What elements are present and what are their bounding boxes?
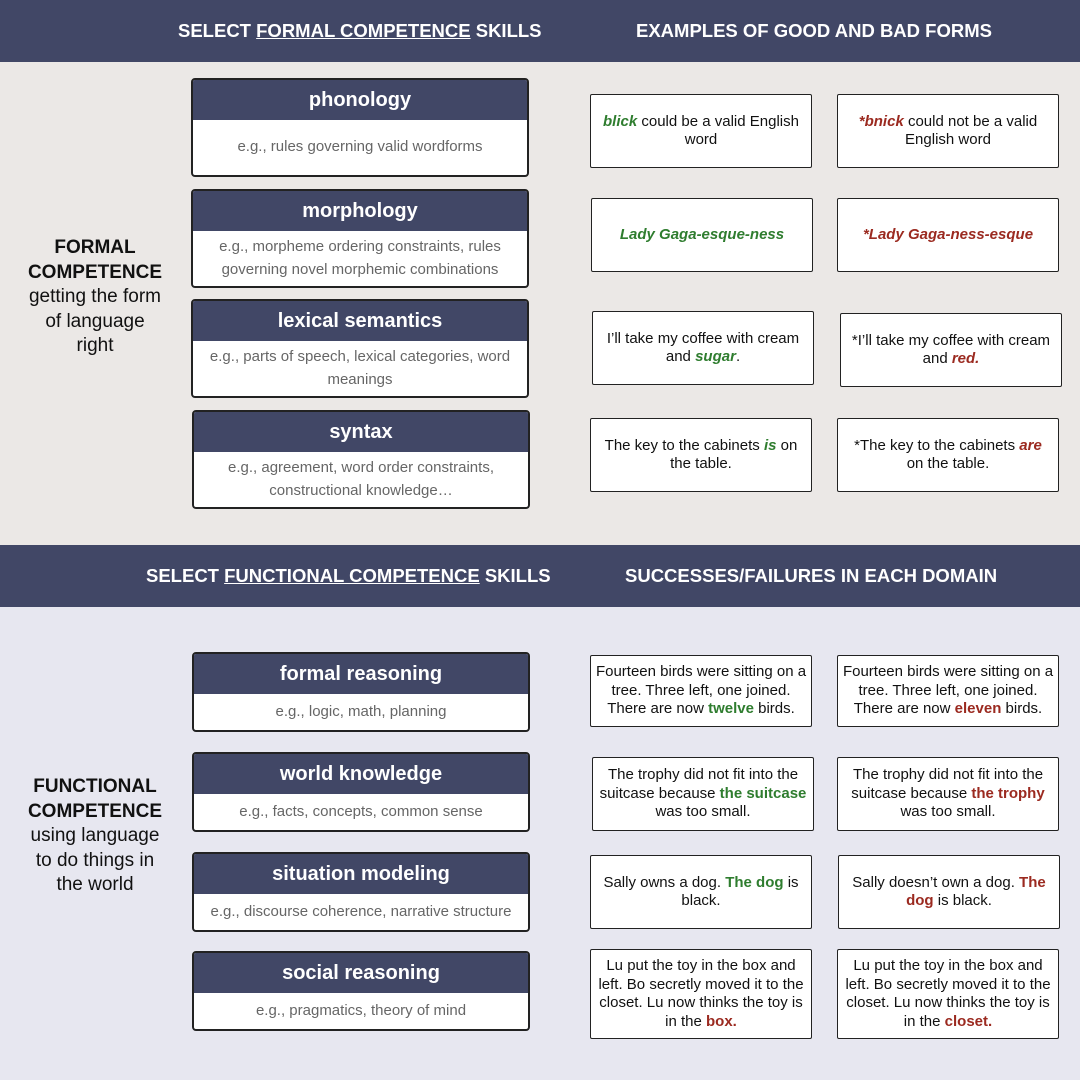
skill-description: e.g., morpheme ordering constraints, rules governing novel morphemic combinations — [219, 238, 501, 278]
functional-header-post: SKILLS — [479, 565, 551, 586]
skill-box-social-reasoning — [192, 951, 530, 1031]
example-text: The trophy did not fit into the suitcase because — [599, 766, 799, 802]
skill-box-morphology — [191, 189, 529, 288]
example-text: The key to the cabinets — [604, 436, 764, 454]
example-text: *I’ll take my coffee with cream and — [851, 331, 1051, 367]
formal-side-desc-1: getting the form — [28, 286, 162, 307]
good-highlight: The dog — [725, 873, 784, 891]
example-text: . — [735, 348, 741, 365]
example-syntax-good — [590, 418, 812, 492]
functional-competence-label — [0, 775, 190, 898]
functional-side-title-1: FUNCTIONAL — [33, 776, 157, 797]
good-highlight: blick — [603, 112, 638, 130]
bad-highlight: eleven — [954, 700, 1002, 718]
example-text: *The key to the cabinets — [854, 436, 1020, 454]
formal-header-underlined: FORMAL COMPETENCE — [256, 20, 471, 41]
good-highlight: sugar — [695, 348, 736, 365]
example-lexical-good — [592, 311, 814, 385]
example-social-reasoning-failure — [837, 949, 1059, 1039]
bad-highlight: red. — [951, 350, 980, 367]
highlight: box. — [706, 1012, 737, 1030]
formal-side-desc-3: right — [76, 335, 114, 356]
formal-competence-label — [0, 236, 190, 359]
skill-description: e.g., agreement, word order constraints, constructional knowledge… — [228, 459, 494, 499]
skill-name: world knowledge — [194, 754, 528, 794]
example-text: birds. — [753, 700, 795, 718]
example-text: Lu put the toy in the box and left. Bo secretly moved it to the closet. Lu now thinks the toy is in the — [598, 957, 804, 1030]
functional-side-desc-1: using language — [30, 825, 160, 846]
skill-box-syntax — [192, 410, 530, 509]
example-situation-modeling-success — [590, 855, 812, 929]
skill-description: e.g., discourse coherence, narrative structure — [210, 902, 512, 920]
skill-description: e.g., pragmatics, theory of mind — [255, 1001, 467, 1019]
example-formal-reasoning-success — [590, 655, 812, 727]
skill-box-situation-modeling — [192, 852, 530, 932]
example-world-knowledge-failure — [837, 757, 1059, 831]
bad-highlight: *Lady Gaga-ness-esque — [862, 225, 1034, 243]
formal-side-title-1: FORMAL — [54, 237, 136, 258]
example-text: Sally owns a dog. — [603, 873, 726, 891]
example-text: is black. — [933, 892, 992, 909]
functional-side-desc-3: the world — [56, 874, 134, 895]
example-situation-modeling-failure — [838, 855, 1060, 929]
example-text: Sally doesn’t own a dog. — [852, 873, 1020, 891]
skill-name: morphology — [193, 191, 527, 231]
skill-description: e.g., parts of speech, lexical categories, word meanings — [209, 348, 511, 388]
skill-box-phonology — [191, 78, 529, 177]
example-text: was too small. — [900, 803, 996, 821]
example-text: is black. — [681, 873, 799, 909]
example-phonology-good — [590, 94, 812, 168]
skill-description: e.g., facts, concepts, common sense — [239, 802, 483, 820]
example-text: was too small. — [655, 803, 751, 821]
skill-box-lexical-semantics — [191, 299, 529, 398]
formal-examples-header: EXAMPLES OF GOOD AND BAD FORMS — [636, 20, 992, 41]
formal-header-bar — [0, 0, 1080, 62]
example-text: Lu put the toy in the box and left. Bo secretly moved it to the closet. Lu now thinks the toy is in the — [845, 957, 1051, 1030]
functional-side-title-2: COMPETENCE — [27, 800, 163, 822]
formal-header-pre: SELECT — [178, 20, 257, 41]
example-syntax-bad — [837, 418, 1059, 492]
bad-highlight: are — [1019, 436, 1042, 454]
example-morphology-good — [591, 198, 813, 272]
skill-name: syntax — [194, 412, 528, 452]
example-text: birds. — [1001, 700, 1043, 718]
example-world-knowledge-success — [592, 757, 814, 831]
bad-highlight: the trophy — [971, 784, 1045, 802]
functional-header-pre: SELECT — [146, 565, 225, 586]
formal-side-title-2: COMPETENCE — [27, 261, 163, 283]
good-highlight: Lady Gaga-esque-ness — [619, 225, 785, 243]
functional-header-title — [146, 545, 551, 607]
bad-highlight: The dog — [906, 873, 1046, 909]
good-highlight: is — [763, 436, 777, 454]
skill-box-formal-reasoning — [192, 652, 530, 732]
formal-side-desc-2: of language — [45, 310, 145, 332]
example-text: The trophy did not fit into the suitcase because — [851, 766, 1044, 802]
example-text: Fourteen birds were sitting on a tree. Three left, one joined. There are now — [595, 663, 807, 718]
example-text: I’ll take my coffee with cream and — [606, 329, 800, 365]
skill-name: phonology — [193, 80, 527, 120]
functional-side-desc-2: to do things in — [35, 849, 155, 871]
example-text: Fourteen birds were sitting on a tree. Three left, one joined. There are now — [842, 663, 1054, 718]
skill-name: formal reasoning — [194, 654, 528, 694]
bad-highlight: closet. — [944, 1012, 993, 1030]
good-highlight: twelve — [708, 700, 754, 718]
skill-box-world-knowledge — [192, 752, 530, 832]
skill-description: e.g., logic, math, planning — [275, 702, 447, 720]
example-social-reasoning-success — [590, 949, 812, 1039]
example-text: on the table. — [670, 436, 798, 472]
good-highlight: the suitcase — [719, 784, 807, 802]
example-formal-reasoning-failure — [837, 655, 1059, 727]
formal-header-title — [178, 0, 542, 62]
example-text: could not be a valid English word — [903, 112, 1038, 148]
example-morphology-bad — [837, 198, 1059, 272]
skill-name: situation modeling — [194, 854, 528, 894]
example-text: could be a valid English word — [637, 112, 799, 148]
functional-header-underlined: FUNCTIONAL COMPETENCE — [224, 565, 480, 586]
skill-name: lexical semantics — [193, 301, 527, 341]
formal-header-post: SKILLS — [470, 20, 542, 41]
skill-description: e.g., rules governing valid wordforms — [237, 138, 483, 156]
bad-highlight: *bnick — [858, 112, 904, 130]
functional-header-bar — [0, 545, 1080, 607]
example-phonology-bad — [837, 94, 1059, 168]
example-lexical-bad — [840, 313, 1062, 387]
example-text: on the table. — [906, 455, 990, 472]
functional-examples-header: SUCCESSES/FAILURES IN EACH DOMAIN — [625, 565, 998, 586]
skill-name: social reasoning — [194, 953, 528, 993]
